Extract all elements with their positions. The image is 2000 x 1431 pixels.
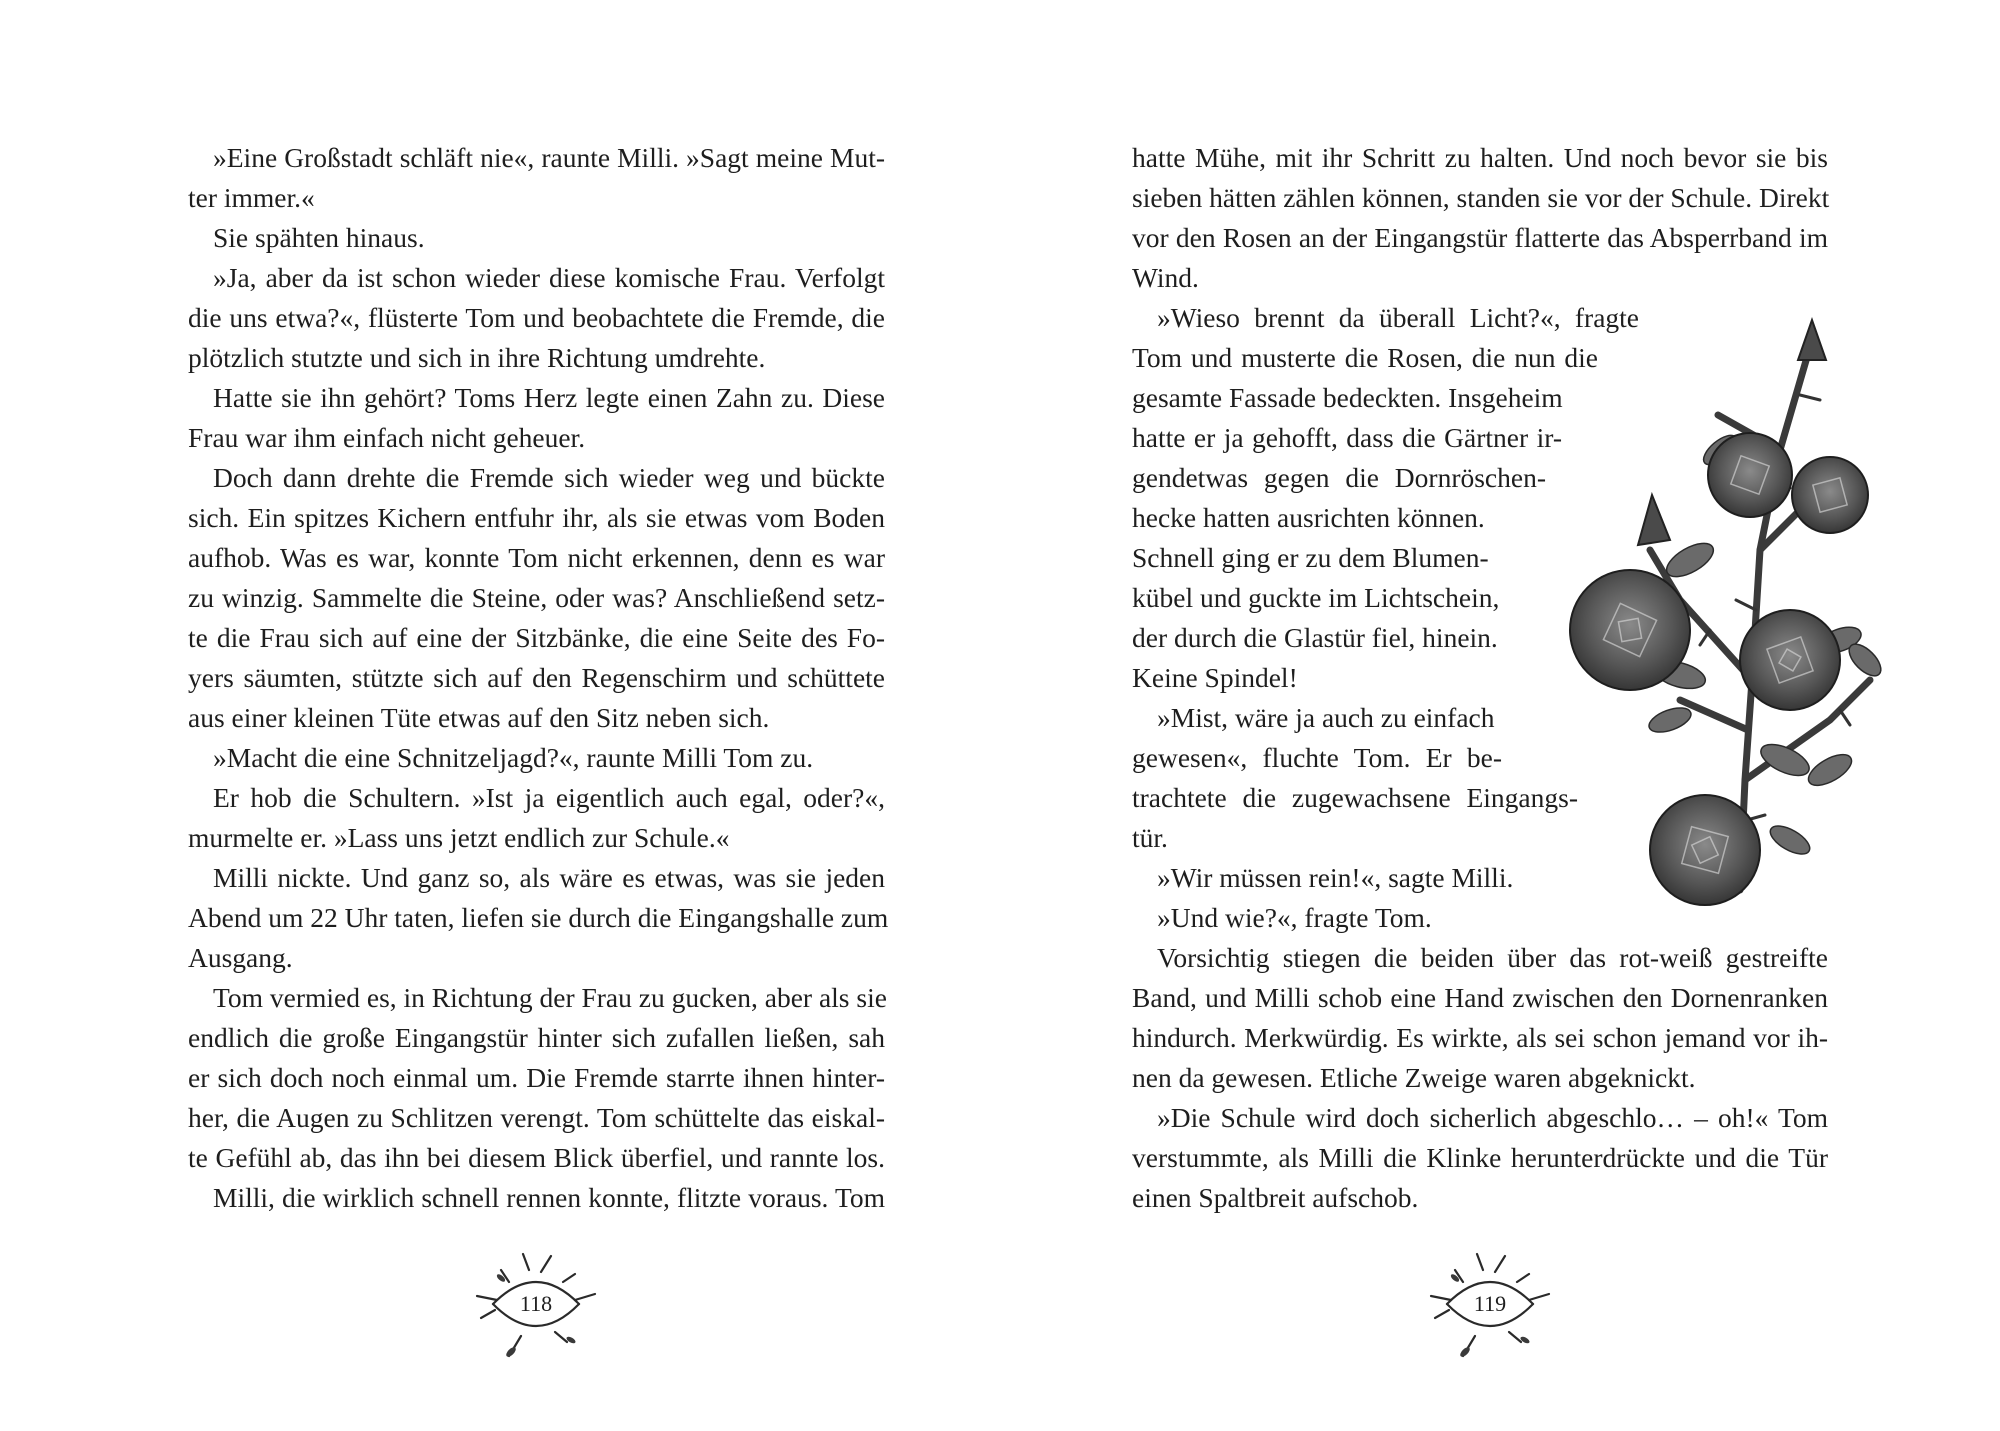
text-line: Tom vermied es, in Richtung der Frau zu gucken, aber als sie	[213, 982, 887, 1013]
text-line: hatte er ja gehofft, dass die Gärtner ir-	[1132, 422, 1562, 453]
text-line: gewesen«, fluchte Tom. Er be-	[1132, 742, 1502, 773]
text-line: kübel und guckte im Lichtschein,	[1132, 582, 1500, 613]
text-line: hatte Mühe, mit ihr Schritt zu halten. Und noch bevor sie bis	[1132, 142, 1828, 173]
text-line: der durch die Glastür fiel, hinein.	[1132, 622, 1498, 653]
text-line: Er hob die Schultern. »Ist ja eigentlich auch egal, oder?«,	[213, 782, 885, 813]
text-line: Milli, die wirklich schnell rennen konnte, flitzte voraus. Tom	[213, 1182, 885, 1213]
text-line: her, die Augen zu Schlitzen verengt. Tom schüttelte das eiskal-	[188, 1102, 885, 1133]
text-line: aus einer kleinen Tüte etwas auf den Sitz neben sich.	[188, 702, 770, 733]
text-line: vor den Rosen an der Eingangstür flatterte das Absperrband im	[1132, 222, 1828, 253]
text-line: sieben hätten zählen können, standen sie vor der Schule. Direkt	[1132, 182, 1830, 213]
text-line: te die Frau sich auf eine der Sitzbänke, die eine Seite des Fo-	[188, 622, 885, 653]
text-line: yers säumten, stützte sich auf den Regenschirm und schüttete	[188, 662, 885, 693]
page-number: 119	[1473, 1291, 1507, 1316]
text-line: »Mist, wäre ja auch zu einfach	[1157, 702, 1495, 733]
text-line: hecke hatten ausrichten können.	[1132, 502, 1485, 533]
text-line: Doch dann drehte die Fremde sich wieder weg und bückte	[213, 462, 885, 493]
text-line: Frau war ihm einfach nicht geheuer.	[188, 422, 586, 453]
text-line: te Gefühl ab, das ihn bei diesem Blick überfiel, und rannte los.	[188, 1142, 885, 1173]
page-number-ornament	[1425, 1252, 1555, 1362]
text-line: einen Spaltbreit aufschob.	[1132, 1182, 1419, 1213]
page-number-ornament	[471, 1252, 601, 1362]
text-line: Wind.	[1132, 262, 1199, 293]
text-line: Band, und Milli schob eine Hand zwischen den Dornenranken	[1132, 982, 1828, 1013]
text-line: »Ja, aber da ist schon wieder diese komische Frau. Verfolgt	[213, 262, 885, 293]
text-line: aufhob. Was es war, konnte Tom nicht erkennen, denn es war	[188, 542, 885, 573]
text-line: plötzlich stutzte und sich in ihre Richtung umdrehte.	[188, 342, 766, 373]
text-line: nen da gewesen. Etliche Zweige waren abgeknickt.	[1132, 1062, 1696, 1093]
text-line: »Und wie?«, fragte Tom.	[1157, 902, 1432, 933]
text-line: trachtete die zugewachsene Eingangs-	[1132, 782, 1578, 813]
text-line: »Macht die eine Schnitzeljagd?«, raunte Milli Tom zu.	[213, 742, 814, 773]
right-page	[1000, 0, 2000, 1431]
text-line: »Wir müssen rein!«, sagte Milli.	[1157, 862, 1514, 893]
text-line: Tom und musterte die Rosen, die nun die	[1132, 342, 1598, 373]
text-line: ter immer.«	[188, 182, 315, 213]
text-line: murmelte er. »Lass uns jetzt endlich zur Schule.«	[188, 822, 730, 853]
text-line: gesamte Fassade bedeckten. Insgeheim	[1132, 382, 1563, 413]
text-line: zu winzig. Sammelte die Steine, oder was? Anschließend setz-	[188, 582, 885, 613]
text-line: »Eine Großstadt schläft nie«, raunte Milli. »Sagt meine Mut-	[213, 142, 885, 173]
text-line: »Wieso brennt da überall Licht?«, fragte	[1157, 302, 1639, 333]
text-line: Milli nickte. Und ganz so, als wäre es etwas, was sie jeden	[213, 862, 885, 893]
text-line: Ausgang.	[188, 942, 293, 973]
text-line: Vorsichtig stiegen die beiden über das rot-weiß gestreifte	[1157, 942, 1828, 973]
rose-illustration	[1540, 300, 1900, 910]
text-line: Hatte sie ihn gehört? Toms Herz legte einen Zahn zu. Diese	[213, 382, 885, 413]
text-line: Sie spähten hinaus.	[213, 222, 425, 253]
text-line: gendetwas gegen die Dornröschen-	[1132, 462, 1546, 493]
text-line: Abend um 22 Uhr taten, liefen sie durch die Eingangshalle zum	[188, 902, 889, 933]
text-line: hindurch. Merkwürdig. Es wirkte, als sei schon jemand vor ih-	[1132, 1022, 1828, 1053]
text-line: tür.	[1132, 822, 1168, 853]
rose-branch-icon	[1540, 300, 1900, 910]
page-number: 118	[519, 1291, 553, 1316]
text-line: Schnell ging er zu dem Blumen-	[1132, 542, 1489, 573]
text-line: die uns etwa?«, flüsterte Tom und beobachtete die Fremde, die	[188, 302, 885, 333]
text-line: endlich die große Eingangstür hinter sich zufallen ließen, sah	[188, 1022, 885, 1053]
text-line: er sich doch noch einmal um. Die Fremde starrte ihnen hinter-	[188, 1062, 885, 1093]
text-line: »Die Schule wird doch sicherlich abgeschlo… – oh!« Tom	[1157, 1102, 1828, 1133]
text-line: verstummte, als Milli die Klinke herunterdrückte und die Tür	[1132, 1142, 1828, 1173]
text-line: sich. Ein spitzes Kichern entfuhr ihr, als sie etwas vom Boden	[188, 502, 885, 533]
text-line: Keine Spindel!	[1132, 662, 1298, 693]
